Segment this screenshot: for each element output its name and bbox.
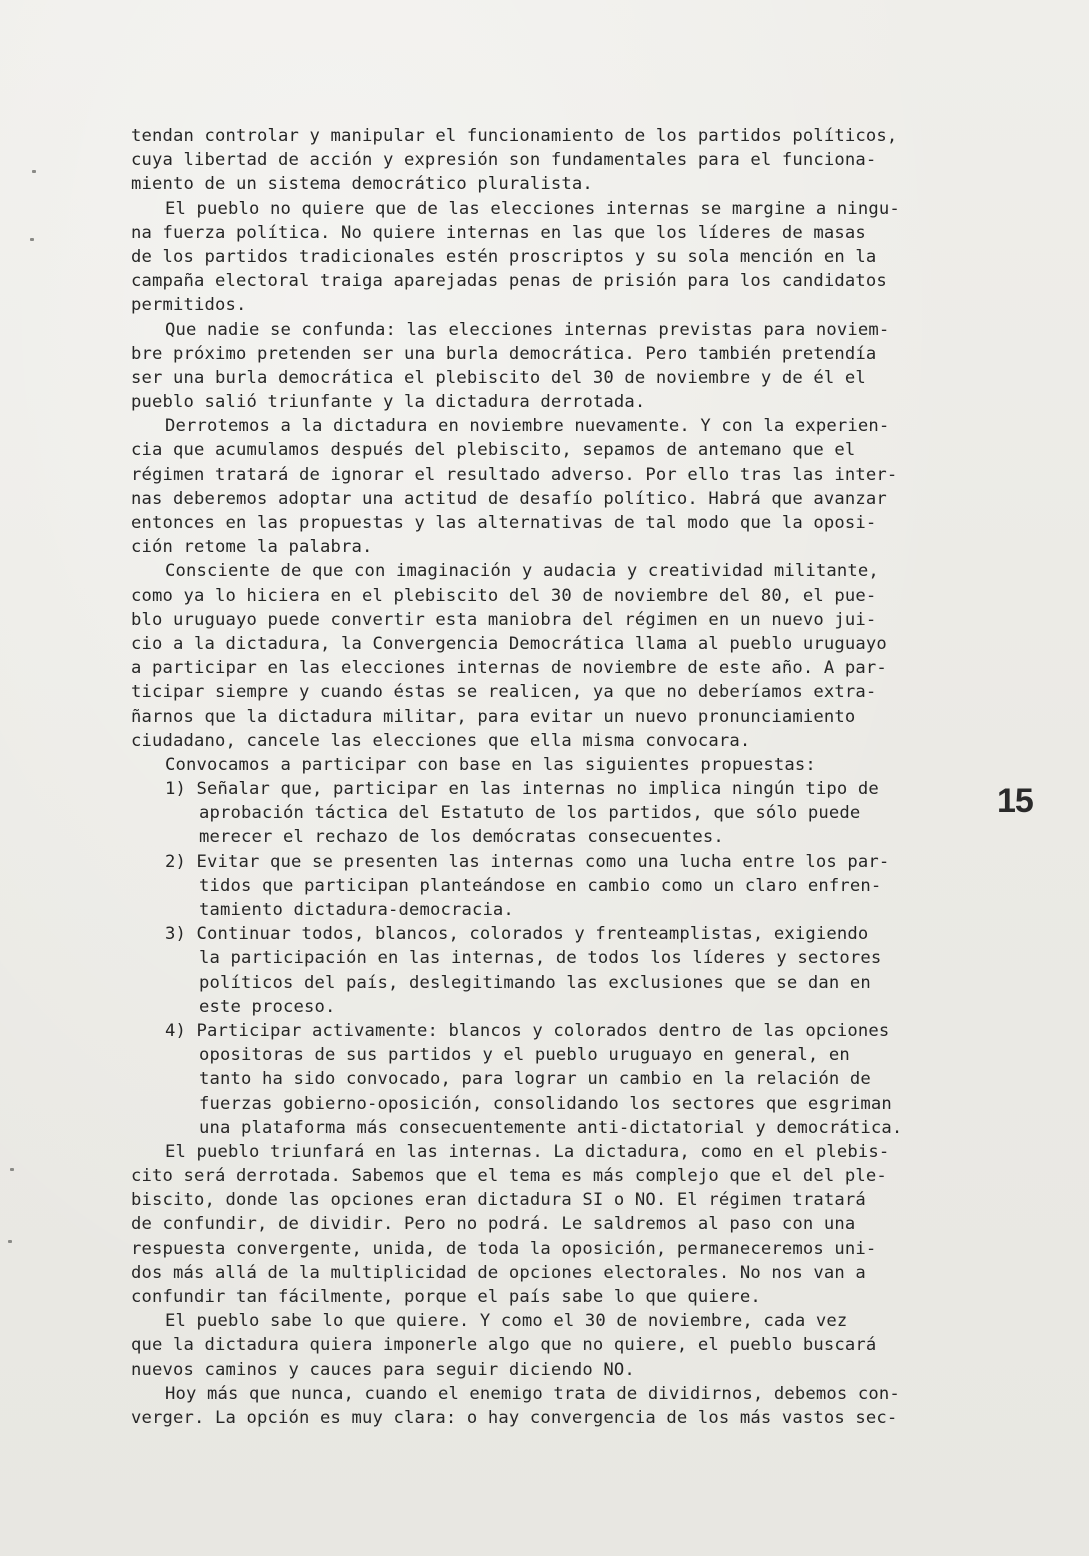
text-line: merecer el rechazo de los demócratas consecuentes. — [199, 827, 724, 848]
text-line: Que nadie se confunda: las elecciones internas previstas para noviem- — [165, 319, 890, 340]
text-line: entonces en las propuestas y las alternativas de tal modo que la oposi- — [131, 513, 877, 533]
text-line: tamiento dictadura-democracia. — [199, 900, 514, 920]
text-line: opositoras de sus partidos y el pueblo uruguayo en general, en — [199, 1045, 850, 1066]
margin-mark — [30, 238, 34, 241]
text-line: blo uruguayo puede convertir esta maniobra del régimen en un nuevo jui- — [131, 609, 877, 630]
page-number: 15 — [997, 782, 1033, 820]
text-line: como ya lo hiciera en el plebiscito del 30 de noviembre del 80, el pue- — [131, 585, 877, 606]
text-line: régimen tratará de ignorar el resultado adverso. Por ello tras las inter- — [131, 464, 898, 485]
text-line: ciudadano, cancele las elecciones que ella misma convocara. — [131, 730, 751, 751]
text-line: tanto ha sido convocado, para lograr un cambio en la relación de — [199, 1069, 871, 1090]
text-line: Convocamos a participar con base en las siguientes propuestas: — [165, 754, 816, 775]
text-line: ticipar siempre y cuando éstas se realicen, ya que no deberíamos extra- — [131, 682, 877, 703]
text-line: políticos del país, deslegitimando las exclusiones que se dan en — [199, 972, 871, 993]
text-line: ser una burla democrática el plebiscito del 30 de noviembre y de él el — [131, 367, 866, 388]
text-line: Derrotemos a la dictadura en noviembre nuevamente. Y con la experien- — [165, 416, 890, 437]
text-line: miento de un sistema democrático pluralista. — [131, 174, 593, 195]
text-line: de los partidos tradicionales estén proscriptos y su sola mención en la — [131, 246, 877, 267]
text-line: este proceso. — [199, 996, 336, 1017]
text-line: respuesta convergente, unida, de toda la oposición, permaneceremos uni- — [131, 1238, 877, 1259]
margin-mark — [32, 170, 36, 173]
text-line: que la dictadura quiera imponerle algo que no quiere, el pueblo buscará — [131, 1335, 877, 1356]
text-line: fuerzas gobierno-oposición, consolidando los sectores que esgriman — [199, 1093, 892, 1114]
text-line: confundir tan fácilmente, porque el país sabe lo que quiere. — [131, 1287, 761, 1307]
text-line: dos más allá de la multiplicidad de opciones electorales. No nos van a — [131, 1262, 866, 1283]
body-text — [131, 124, 1011, 1430]
text-line: de confundir, de dividir. Pero no podrá. Le saldremos al paso con una — [131, 1214, 856, 1235]
text-line: la participación en las internas, de todos los líderes y sectores — [199, 948, 882, 969]
text-line: bre próximo pretenden ser una burla democrática. Pero también pretendía — [131, 343, 877, 364]
text-line: nas deberemos adoptar una actitud de desafío político. Habrá que avanzar — [131, 488, 887, 509]
text-line: a participar en las elecciones internas de noviembre de este año. A par- — [131, 658, 887, 679]
text-line: permitidos. — [131, 295, 247, 316]
text-line: cio a la dictadura, la Convergencia Democrática llama al pueblo uruguayo — [131, 633, 887, 654]
text-line: aprobación táctica del Estatuto de los partidos, que sólo puede — [199, 803, 861, 824]
text-line: nuevos caminos y cauces para seguir diciendo NO. — [131, 1359, 635, 1380]
text-line: biscito, donde las opciones eran dictadura SI o NO. El régimen tratará — [131, 1190, 866, 1211]
text-line: una plataforma más consecuentemente anti-dictatorial y democrática. — [199, 1117, 903, 1138]
text-line: 3) Continuar todos, blancos, colorados y frenteamplistas, exigiendo — [165, 924, 869, 945]
margin-mark — [8, 1240, 12, 1243]
text-line: Hoy más que nunca, cuando el enemigo trata de dividirnos, debemos con- — [165, 1383, 900, 1404]
text-line: 2) Evitar que se presenten las internas como una lucha entre los par- — [165, 851, 890, 872]
text-line: 1) Señalar que, participar en las internas no implica ningún tipo de — [165, 779, 879, 800]
text-line: El pueblo sabe lo que quiere. Y como el 30 de noviembre, cada vez — [165, 1311, 848, 1332]
text-line: pueblo salió triunfante y la dictadura derrotada. — [131, 392, 646, 413]
text-line: cito será derrotada. Sabemos que el tema es más complejo que el del ple- — [131, 1166, 887, 1187]
text-line: tidos que participan planteándose en cambio como un claro enfren- — [199, 875, 882, 896]
text-line: na fuerza política. No quiere internas en las que los líderes de masas — [131, 222, 866, 243]
text-line: 4) Participar activamente: blancos y colorados dentro de las opciones — [165, 1020, 890, 1041]
text-line: ñarnos que la dictadura militar, para evitar un nuevo pronunciamiento — [131, 706, 856, 727]
text-line: cia que acumulamos después del plebiscito, sepamos de antemano que el — [131, 440, 856, 461]
text-line: cuya libertad de acción y expresión son fundamentales para el funciona- — [131, 150, 877, 171]
text-line: El pueblo triunfará en las internas. La dictadura, como en el plebis- — [165, 1141, 890, 1162]
margin-mark — [10, 1168, 14, 1171]
text-line: tendan controlar y manipular el funcionamiento de los partidos políticos, — [131, 126, 898, 146]
text-line: verger. La opción es muy clara: o hay convergencia de los más vastos sec- — [131, 1407, 898, 1428]
text-line: campaña electoral traiga aparejadas penas de prisión para los candidatos — [131, 271, 887, 292]
text-line: El pueblo no quiere que de las elecciones internas se margine a ningu- — [165, 198, 900, 219]
text-line: ción retome la palabra. — [131, 537, 373, 558]
text-line: Consciente de que con imaginación y audacia y creatividad militante, — [165, 561, 879, 582]
